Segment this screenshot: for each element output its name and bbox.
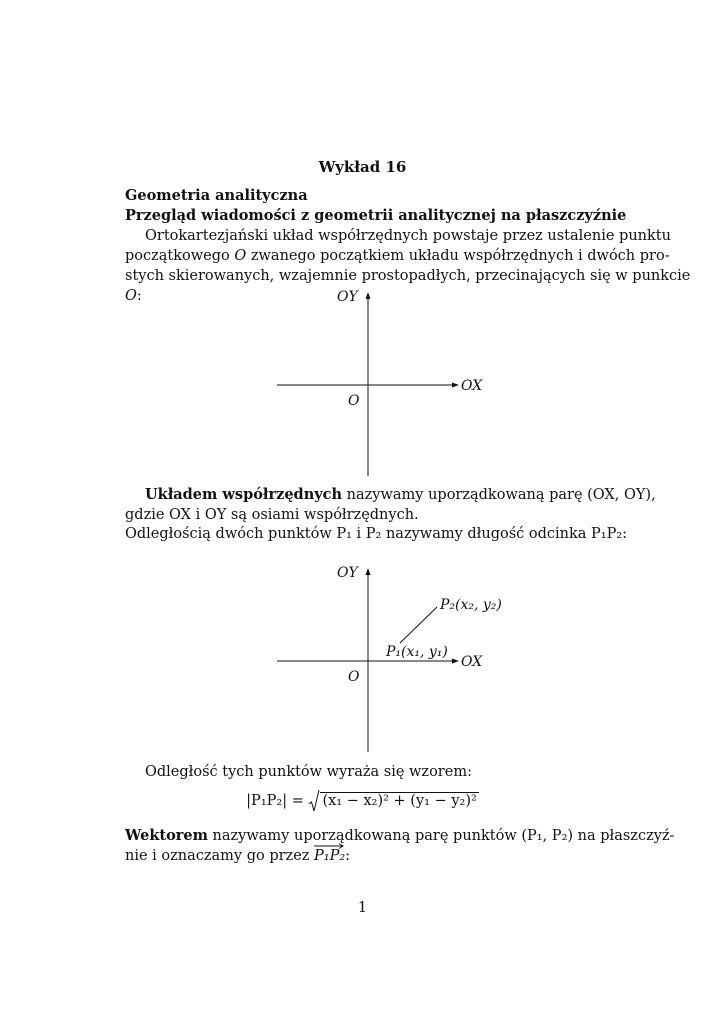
text-run: nazywamy uporządkowaną parę (OX, OY),: [342, 487, 656, 503]
text-run: zwanego początkiem układu współrzędnych i dwóch pro-: [246, 248, 670, 264]
paragraph-line: Odległością dwóch punktów P₁ i P₂ nazywamy długość odcinka P₁P₂:: [125, 526, 628, 542]
term-bold: Wektorem: [125, 827, 208, 844]
distance-formula: [0, 793, 725, 809]
x-axis-arrow-icon: [452, 659, 459, 664]
radical-sign-icon: [308, 789, 320, 813]
page-title: Wykład 16: [318, 158, 407, 176]
vector-label: P₁P₂: [314, 848, 346, 864]
oy-label: OY: [337, 289, 358, 305]
paragraph-line: gdzie OX i OY są osiami współrzędnych.: [125, 507, 419, 523]
paragraph-line: [125, 846, 350, 866]
square-root: [308, 793, 478, 809]
subsection-heading: Przegląd wiadomości z geometrii analitycznej na płaszczyźnie: [125, 207, 627, 224]
paragraph-line: stych skierowanych, wzajemnie prostopadłych, przecinających się w punkcie: [125, 268, 691, 284]
point-p2-label: P₂(x₂, y₂): [440, 597, 502, 613]
formula-radicand: (x₁ − x₂)² + (y₁ − y₂)²: [322, 793, 477, 809]
origin-label: O: [348, 393, 360, 409]
formula-lhs: |P₁P₂| =: [246, 793, 304, 809]
vector-arrow-icon: [314, 843, 344, 849]
y-axis-arrow-icon: [366, 568, 371, 575]
ox-label: OX: [461, 654, 483, 670]
vector-notation: [314, 846, 345, 866]
math-symbol: O: [234, 248, 247, 264]
math-symbol: O: [125, 288, 137, 304]
text-run: :: [136, 288, 142, 304]
text-run: początkowego: [125, 248, 235, 264]
oy-label: OY: [337, 565, 358, 581]
origin-label: O: [348, 669, 360, 685]
paragraph-line: Odległość tych punktów wyraża się wzorem:: [145, 764, 472, 780]
text-run: nazywamy uporządkowaną parę punktów (P₁, P₂) na płaszczyź-: [207, 828, 675, 844]
paragraph-line: [125, 826, 674, 846]
section-heading: Geometria analityczna: [125, 187, 308, 204]
text-run: :: [345, 848, 351, 864]
page-number: 1: [357, 900, 368, 916]
paragraph-line: Ortokartezjański układ współrzędnych powstaje przez ustalenie punktu: [145, 228, 671, 244]
segment-p1p2: [400, 607, 437, 643]
text-run: nie i oznaczamy go przez: [125, 848, 315, 864]
term-bold: Układem współrzędnych: [145, 486, 343, 503]
point-p1-label: P₁(x₁, y₁): [386, 644, 448, 660]
ox-label: OX: [461, 378, 483, 394]
